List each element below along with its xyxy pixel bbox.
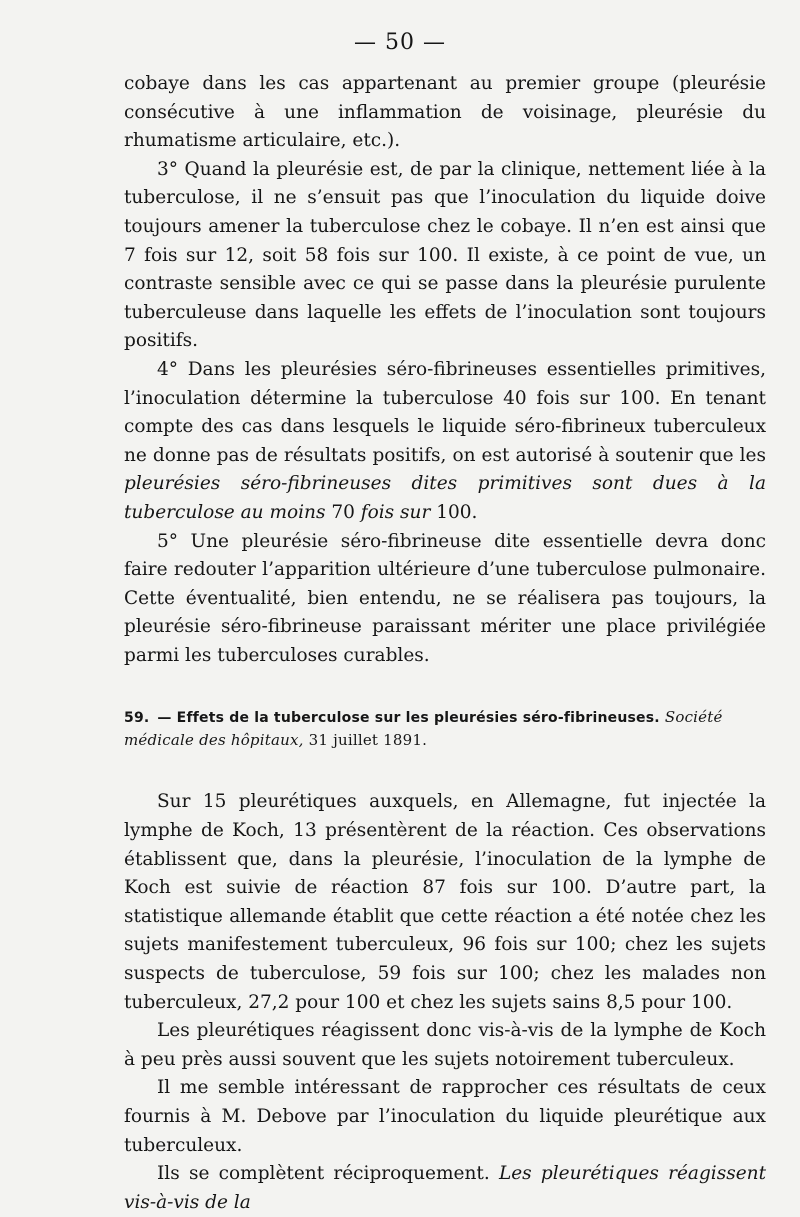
point-4-text: 4° Dans les pleurésies séro-fibrineuses essentielles primitives, l’inoculation détermine la tuberculose 40 fois sur 100. En tenant compte des cas dans lesquels le liquide séro-fibrineux tuberculeux ne donne pas de résultats positifs, on est autorisé à soutenir que les	[124, 358, 766, 466]
paragraph-debove: Il me semble intéressant de rapprocher ces résultats de ceux fournis à M. Debove par l’inoculation du liquide pleurétique aux tuberculeux.	[124, 1077, 766, 1156]
point-4-number: 70	[325, 501, 361, 523]
conclusion-italic: Les pleurétiques réagissent vis-à-vis de la	[124, 1163, 767, 1213]
section-title: — Effets de la tuberculose sur les pleurésies séro-fibrineuses.	[157, 710, 660, 727]
paragraph-point-4	[124, 356, 766, 528]
conclusion-text: Ils se complètent réciproquement.	[157, 1163, 499, 1185]
section-date: 31 juillet 1891.	[308, 731, 428, 750]
paragraph-continuation: cobaye dans les cas appartenant au premier groupe (pleurésie consécutive à une inflammation de voisinage, pleurésie du rhumatisme articulaire, etc.).	[124, 73, 766, 152]
paragraph-conclusion	[124, 1160, 766, 1217]
point-4-italic-claim: pleurésies séro-fibrineuses dites primitives sont dues à la tuberculose au moins	[124, 473, 766, 523]
section-source: Société médicale des hôpitaux,	[124, 708, 723, 750]
point-4-italic-fois: fois sur	[360, 501, 431, 523]
paragraph-point-5: 5° Une pleurésie séro-fibrineuse dite essentielle devra donc faire redouter l’apparition ultérieure d’une tuberculose pulmonaire. Cette éventualité, bien entendu, ne se réalisera pas toujours, la pleurésie séro-fibrineuse paraissant mériter une place privilégiée parmi les tuberculoses curables.	[124, 530, 766, 666]
section-number: 59.	[124, 710, 150, 727]
paragraph-pleuretics-react: Les pleurétiques réagissent donc vis-à-vis de la lymphe de Koch à peu près aussi souvent que les sujets notoirement tuberculeux.	[124, 1020, 766, 1070]
page-body	[124, 70, 766, 1217]
paragraph-point-3: 3° Quand la pleurésie est, de par la clinique, nettement liée à la tuberculose, il ne s’ensuit pas que l’inoculation du liquide doive toujours amener la tuberculose chez le cobaye. Il n’en est ainsi que 7 fois sur 12, soit 58 fois sur 100. Il existe, à ce point de vue, un contraste sensible avec ce qui se passe dans la pleurésie purulente tuberculeuse dans laquelle les effets de l’inoculation sont toujours positifs.	[124, 158, 766, 352]
section-heading	[124, 706, 766, 752]
page-number: — 50 —	[354, 30, 446, 55]
point-4-end: 100.	[430, 501, 478, 523]
paragraph-koch-lymph: Sur 15 pleurétiques auxquels, en Allemagne, fut injectée la lymphe de Koch, 13 présentèrent de la réaction. Ces observations établissent que, dans la pleurésie, l’inoculation de la lymphe de Koch est suivie de réaction 87 fois sur 100. D’autre part, la statistique allemande établit que cette réaction a été notée chez les sujets manifestement tuberculeux, 96 fois sur 100; chez les sujets suspects de tuberculose, 59 fois sur 100; chez les malades non tuberculeux, 27,2 pour 100 et chez les sujets sains 8,5 pour 100.	[124, 791, 766, 1013]
